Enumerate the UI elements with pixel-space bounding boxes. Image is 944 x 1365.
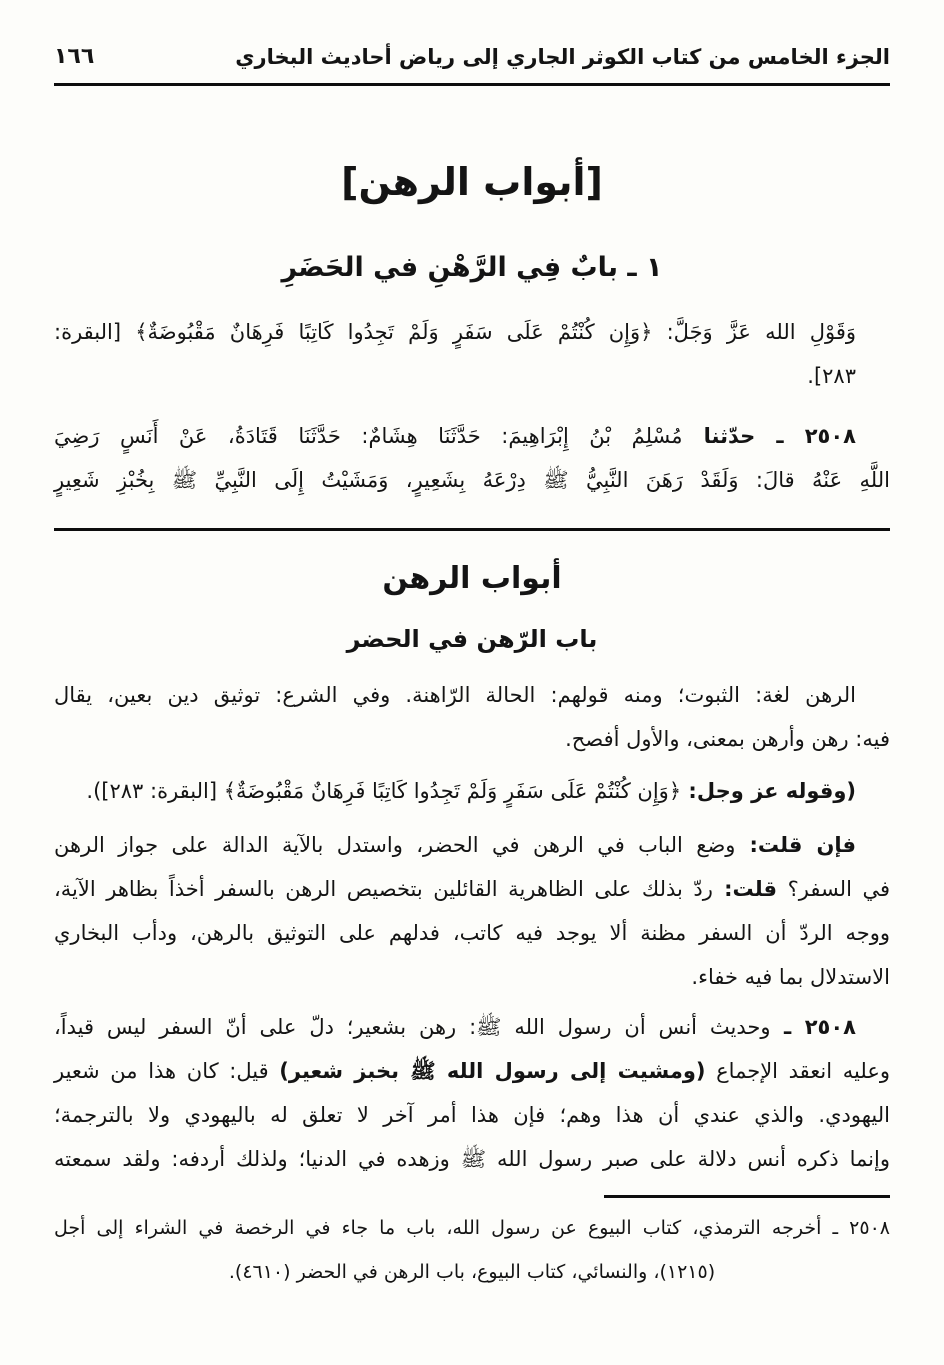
text-segment: (١٢١٥)، والنسائي، كتاب البيوع، باب الرهن في الحضر (٤٦١٠). — [228, 1261, 716, 1283]
quran-verse-ref-line — [54, 354, 890, 398]
text-segment: ٢٨٣]. — [807, 364, 856, 388]
text-segment: ٢٥٠٨ ـ حدّثنا — [682, 424, 856, 448]
footnote — [54, 1206, 890, 1294]
footnote-separator — [604, 1195, 890, 1198]
text-segment: ﴿وَإِن كُنْتُمْ عَلَى سَفَرٍ وَلَمْ تَجِدُوا كَاتِبًا فَرِهَانٌ مَقْبُوضَةٌ﴾ — [135, 320, 653, 344]
text-segment: ٢٥٠٨ ـ — [770, 1015, 856, 1039]
text-segment: وَقَوْلِ الله عَزَّ وَجَلَّ: — [652, 320, 856, 344]
text-segment: قلت: — [712, 877, 778, 901]
text-segment: وإنما ذكره أنس دلالة على صبر رسول الله ﷺ وزهده في الدنيا؛ ولذلك أردفه: ولقد سمعته — [54, 1147, 890, 1171]
text-segment: [البقرة: — [54, 320, 136, 344]
footnote-line — [54, 1250, 890, 1294]
text-segment: الرهن لغة: الثبوت؛ ومنه قولهم: الحالة الرّاهنة. وفي الشرع: توثيق دين بعين، يقال — [54, 683, 856, 707]
commentary-line — [54, 673, 890, 717]
running-head-title: الجزء الخامس من كتاب الكوثر الجاري إلى رياض أحاديث البخاري — [235, 45, 890, 69]
text-segment: وحديث أنس أن رسول الله ﷺ: رهن بشعير؛ دلّ على أنّ السفر ليس قيداً، — [54, 1015, 771, 1039]
rahn-chapter-title: ١ ـ بابٌ فِي الرَّهْنِ في الحَضَرِ — [281, 252, 663, 283]
footnote-line — [54, 1206, 890, 1250]
quran-verse-paragraph — [54, 310, 890, 398]
page-number: ١٦٦ — [54, 44, 95, 69]
commentary-chapter-heading: باب الرّهن في الحضر — [346, 625, 598, 653]
text-segment: في السفر؟ — [777, 877, 891, 901]
text-segment: اللَّهِ عَنْهُ قالَ: وَلَقَدْ رَهَنَ النَّبِيُّ ﷺ دِرْعَهُ بِشَعِيرٍ، وَمَشَيْتُ إِلَى النَّبِيِّ ﷺ بِخُبْزِ شَعِيرٍ — [54, 468, 890, 492]
commentary-line — [54, 1137, 890, 1181]
commentary-line — [54, 1093, 890, 1137]
rahn-section-title: [أبواب الرهن] — [341, 160, 603, 204]
header-rule — [54, 83, 890, 86]
text-segment: فإن قلت: — [735, 833, 856, 857]
text-segment: وعليه انعقد الإجماع — [705, 1059, 890, 1083]
section-divider — [54, 528, 890, 531]
quran-verse-line — [54, 310, 890, 354]
hadith-2508-paragraph — [54, 414, 890, 502]
hadith-line — [54, 458, 890, 502]
page-header — [54, 40, 890, 74]
commentary-line — [54, 823, 890, 867]
text-segment: [البقرة: ٢٨٣]). — [86, 779, 224, 803]
rahn-definition-paragraph — [54, 673, 890, 761]
commentary-line — [54, 717, 890, 761]
text-segment: ردّ بذلك على الظاهرية القائلين بتخصيص الرهن بالسفر أخذاً بظاهر الآية، — [54, 877, 713, 901]
commentary-line — [54, 867, 890, 911]
verse-gloss-paragraph — [54, 769, 890, 813]
commentary-section-heading: أبواب الرهن — [382, 561, 562, 596]
commentary-line — [54, 1005, 890, 1049]
text-segment: ووجه الردّ أن السفر مظنة ألا يوجد فيه كاتب، فدلهم على التوثيق بالرهن، ودأب البخاري — [54, 921, 890, 945]
text-segment: الاستدلال بما فيه خفاء. — [691, 965, 890, 989]
verse-gloss-line — [54, 769, 890, 813]
commentary-line — [54, 1049, 890, 1093]
text-segment: (ومشيت إلى رسول الله ﷺ بخبز شعير) — [279, 1059, 706, 1083]
commentary-line — [54, 911, 890, 955]
text-segment: (وقوله عز وجل: — [681, 779, 856, 803]
text-segment: ﴿وَإِن كُنْتُمْ عَلَى سَفَرٍ وَلَمْ تَجِدُوا كَاتِبًا فَرِهَانٌ مَقْبُوضَةٌ﴾ — [223, 779, 682, 803]
hadith-commentary-paragraph — [54, 1005, 890, 1181]
text-segment: قيل: كان هذا من شعير — [54, 1059, 280, 1083]
text-segment: مُسْلِمُ بْنُ إِبْرَاهِيمَ: حَدَّثَنَا هِشَامٌ: حَدَّثَنَا قَتَادَةُ، عَنْ أَنَسٍ رَضِيَ — [54, 424, 683, 448]
text-segment: ٢٥٠٨ ـ أخرجه الترمذي، كتاب البيوع عن رسول الله، باب ما جاء في الرخصة في الشراء إلى أجل — [54, 1217, 890, 1239]
text-segment: وضع الباب في الرهن في الحضر، واستدل بالآية الدالة على جواز الرهن — [54, 833, 736, 857]
hadith-line — [54, 414, 890, 458]
question-answer-paragraph — [54, 823, 890, 999]
text-segment: اليهودي. والذي عندي أن هذا وهم؛ فإن هذا أمر آخر لا تعلق له باليهودي ولا بالترجمة؛ — [54, 1103, 890, 1127]
text-segment: فيه: رهن وأرهن بمعنى، والأول أفصح. — [565, 727, 890, 751]
commentary-line — [54, 955, 890, 999]
